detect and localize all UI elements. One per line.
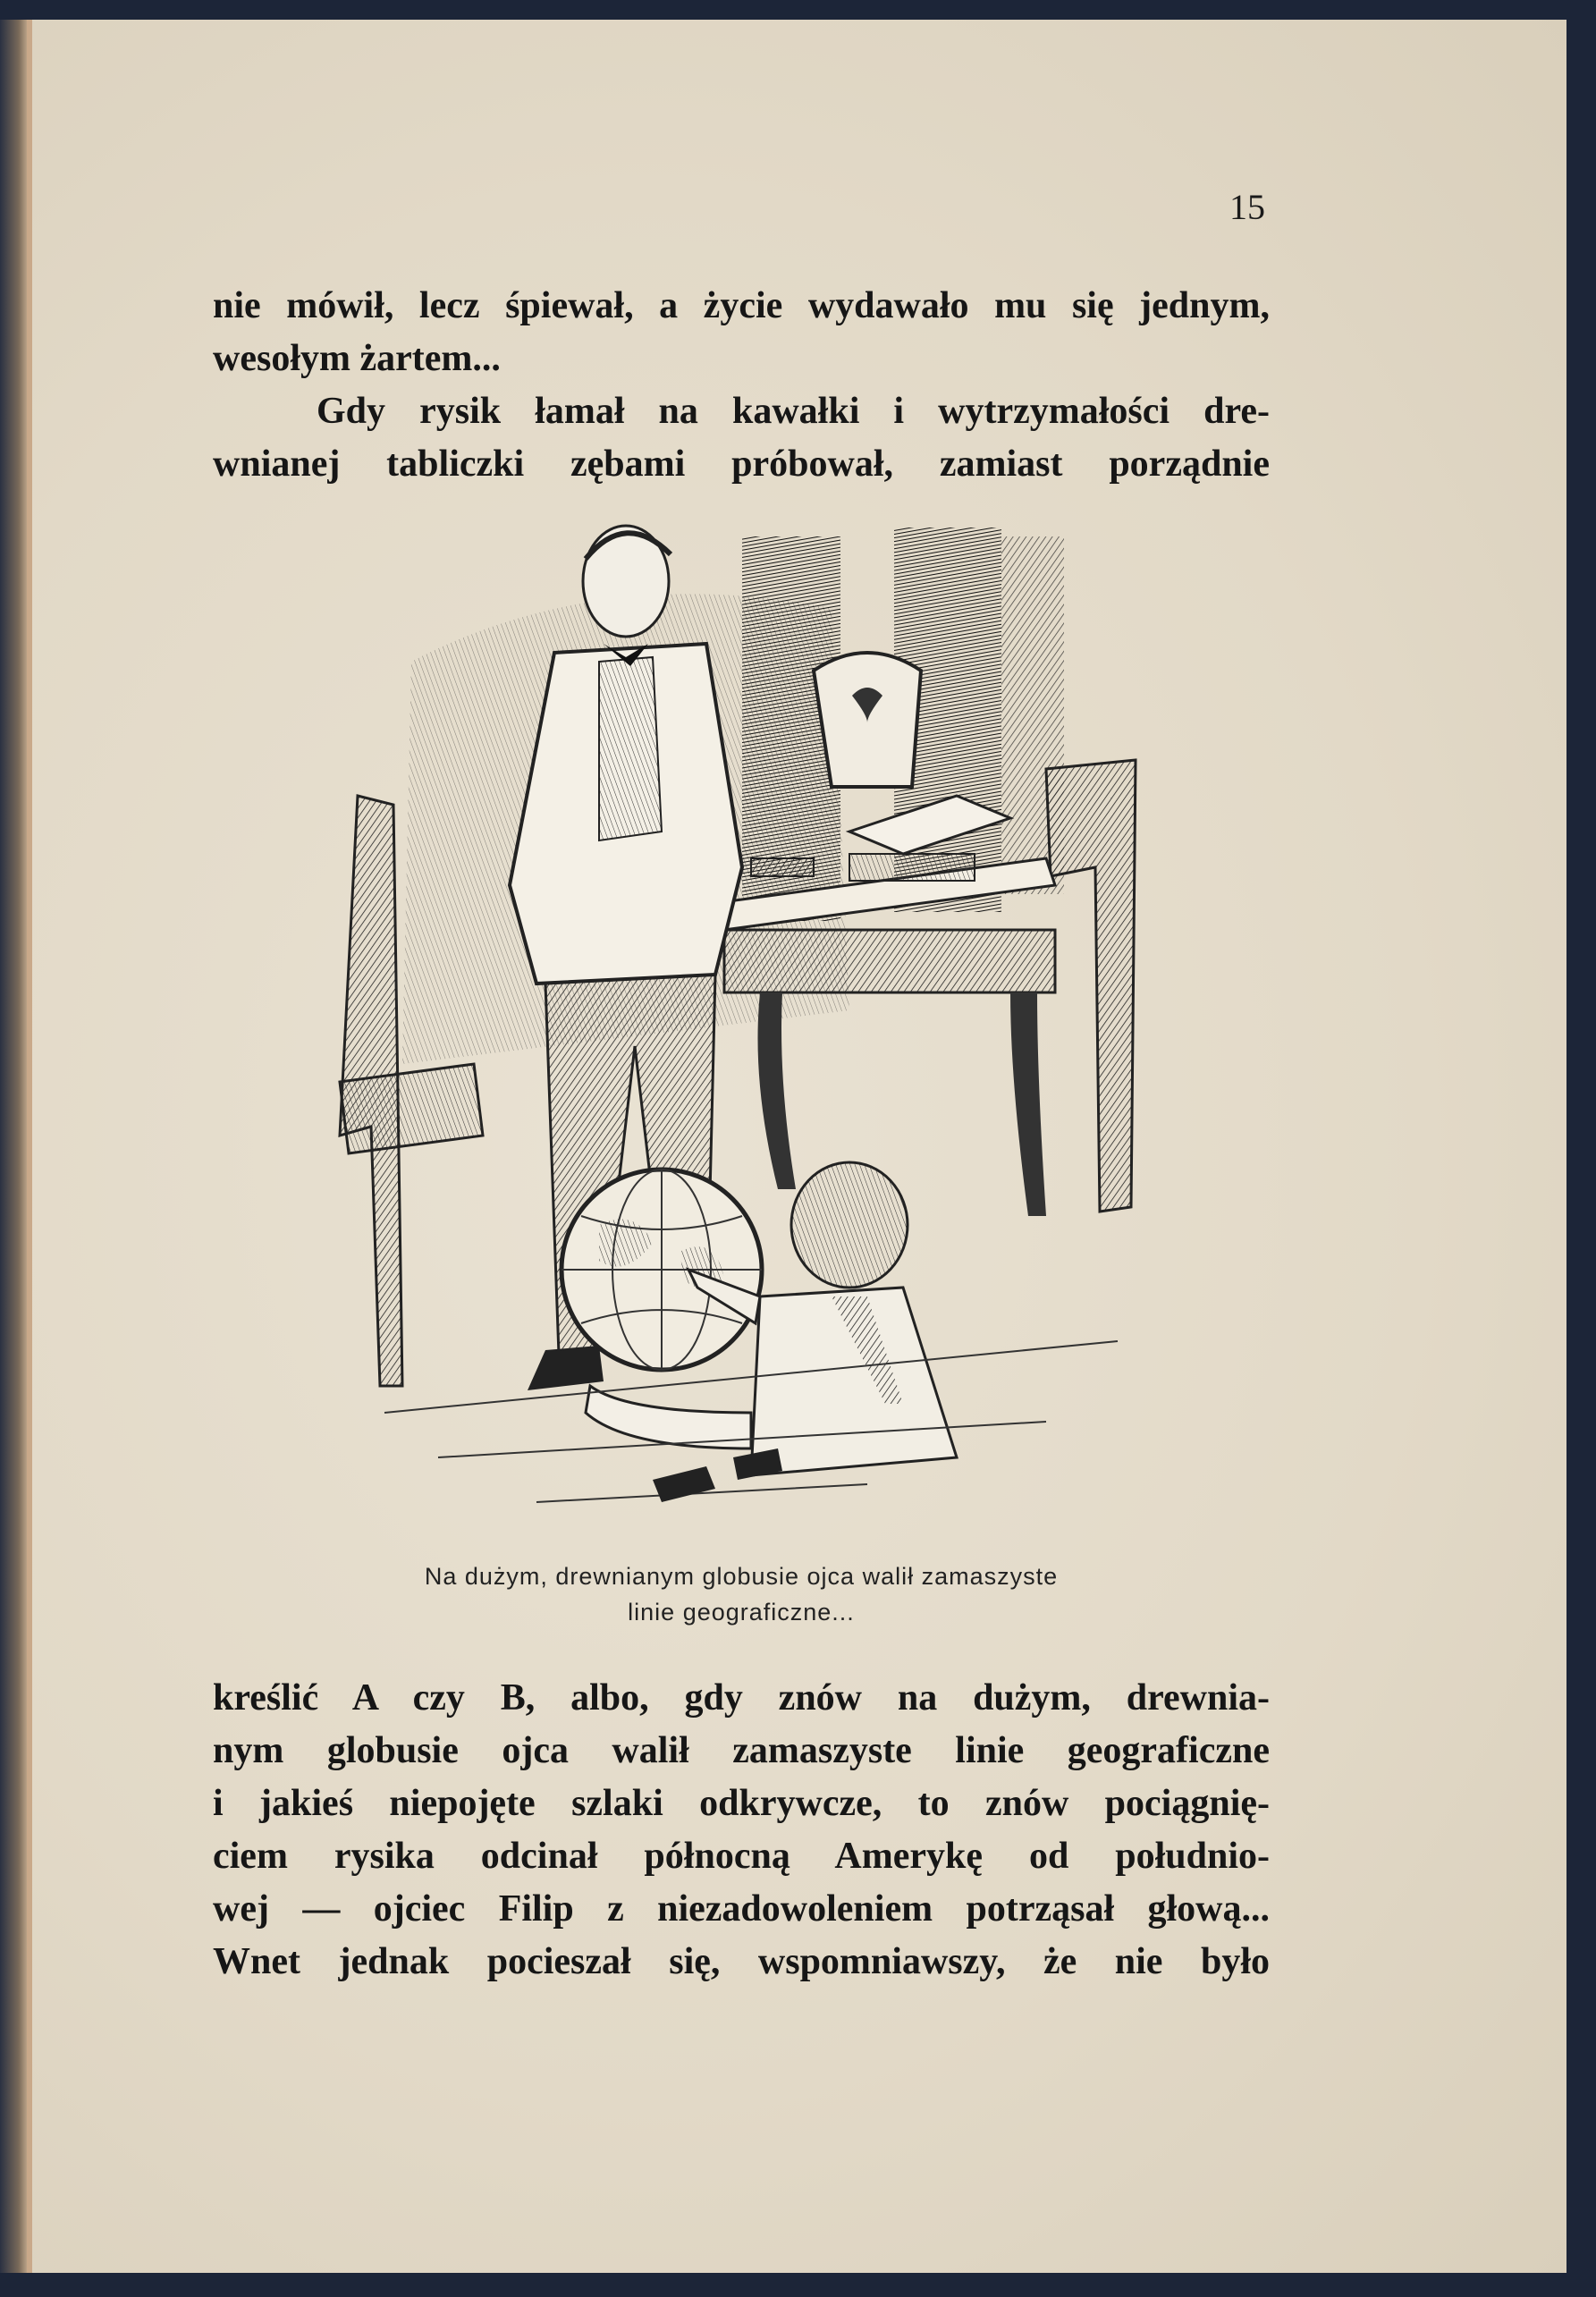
text-line: Wnet jednak pocieszał się, wspomniawszy, że nie było — [213, 1941, 1270, 1982]
illustration-caption — [213, 1558, 1270, 1630]
caption-line: linie geograficzne... — [628, 1599, 855, 1626]
text-line: wej — ojciec Filip z niezadowoleniem potrząsał głową... — [213, 1888, 1270, 1930]
bottom-paragraph — [213, 1672, 1270, 1989]
text-line: nym globusie ojca walił zamaszyste linie geograficzne — [213, 1730, 1270, 1771]
caption-line: Na dużym, drewnianym globusie ojca walił zamaszyste — [424, 1563, 1059, 1590]
text-line: nie mówił, lecz śpiewał, a życie wydawało mu się jednym, — [213, 285, 1270, 326]
text-line: i jakieś niepojęte szlaki odkrywcze, to znów pociągnię- — [213, 1783, 1270, 1824]
text-line: ciem rysika odcinał północną Amerykę od południo- — [213, 1836, 1270, 1877]
text-line: Gdy rysik łamał na kawałki i wytrzymałości dre- — [317, 391, 1270, 432]
text-line: wesołym żartem... — [213, 338, 501, 379]
text-line: wnianej tabliczki zębami próbował, zamiast porządnie — [213, 443, 1270, 485]
top-paragraph — [213, 280, 1270, 491]
illustration-father-and-child-with-globe — [331, 510, 1153, 1529]
text-line: kreślić A czy B, albo, gdy znów na dużym, drewnia- — [213, 1677, 1270, 1719]
book-spine — [0, 20, 27, 2273]
page-number: 15 — [1229, 187, 1265, 227]
